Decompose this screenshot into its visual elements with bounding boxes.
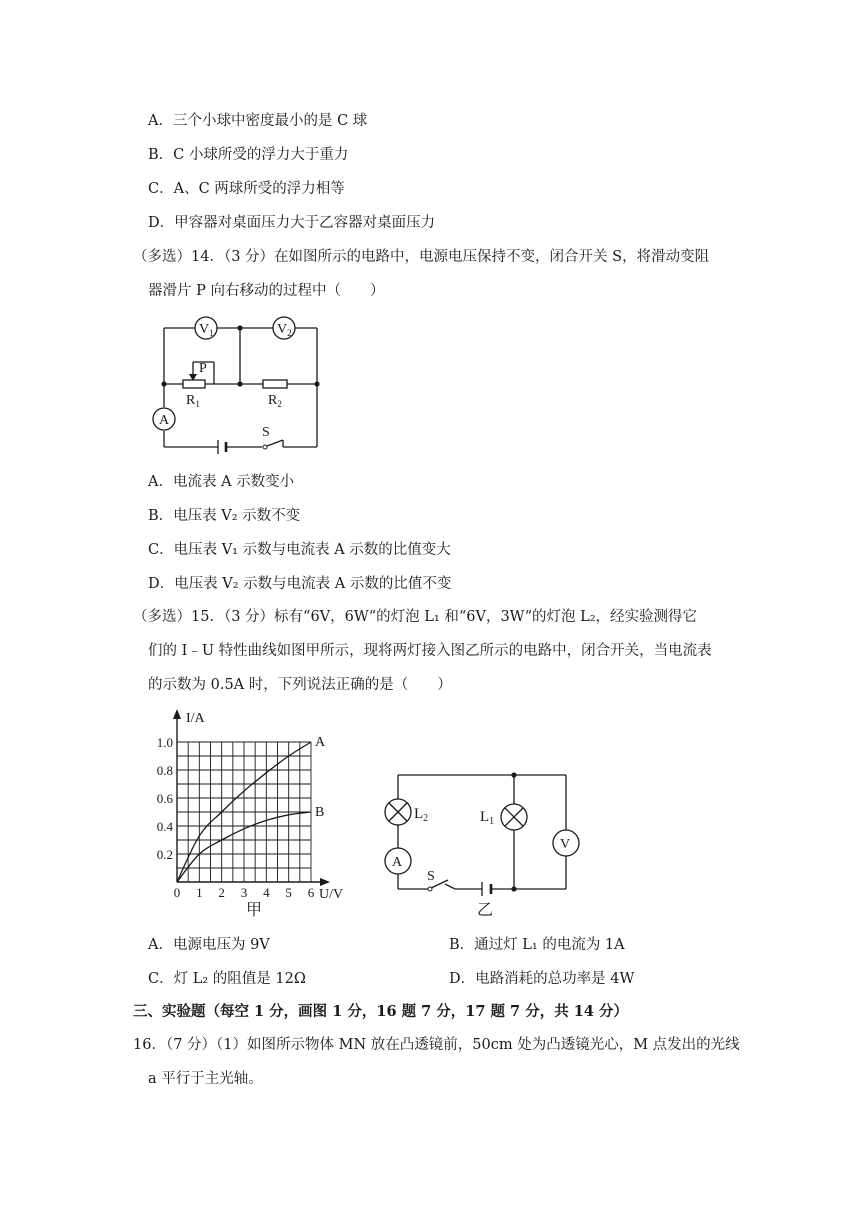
x-tick-label: 2 (218, 885, 225, 900)
svg-text:V2: $V_2$ (277, 322, 292, 338)
y-axis-label: I/A (186, 711, 205, 726)
y-tick-label: 1.0 (156, 735, 173, 750)
graph-caption: 甲 (246, 900, 263, 919)
q15-l2-label: L (414, 806, 424, 822)
y-tick-label: 0.8 (156, 763, 173, 778)
q14-slider-label: P (199, 361, 207, 376)
x-tick-label: 3 (240, 885, 248, 900)
section-3-title: 三、实验题（每空 1 分，画图 1 分，16 题 7 分，17 题 7 分，共 14 分） (133, 1003, 628, 1020)
q15-stem-line3: 的示数为 0.5A 时，下列说法正确的是（ ） (148, 677, 452, 693)
q15-l2-lamp (385, 799, 411, 825)
q13-option-a: A．三个小球中密度最小的是 C 球 (148, 113, 368, 129)
q15-ammeter-label: A (392, 855, 403, 870)
q16-stem-line2: a 平行于主光轴。 (148, 1071, 263, 1087)
svg-text:L1: $L_1$ (480, 809, 495, 827)
q14-ammeter-label: A (159, 413, 170, 428)
x-axis-label: U/V (319, 887, 344, 902)
q14-stem-line1: （多选）14．（3 分）在如图所示的电路中，电源电压保持不变，闭合开关 S，将滑动变阻 (133, 249, 710, 265)
q15-l1-lamp (501, 804, 527, 830)
q15-voltmeter-label: V (560, 837, 571, 852)
x-tick-label: 5 (285, 885, 292, 900)
q14-stem-line2: 器滑片 P 向右移动的过程中（ ） (148, 283, 385, 299)
q14-switch-label: S (262, 425, 270, 440)
q14-v2-label: V (277, 322, 288, 337)
x-tick-label: 4 (263, 885, 270, 900)
q14-option-d: D．电压表 V₂ 示数与电流表 A 示数的比值不变 (148, 576, 452, 592)
q14-v1-label: V (199, 322, 210, 337)
q15-option-a: A．电源电压为 9V (148, 937, 270, 953)
q13-option-d: D．甲容器对桌面压力大于乙容器对桌面压力 (148, 215, 436, 231)
svg-text:V1: $V_1$ (199, 322, 214, 338)
y-tick-label: 0.6 (156, 791, 173, 806)
q15-battery (482, 882, 491, 896)
svg-text:R1: $R_1$ (186, 393, 200, 409)
series-label-B: B (315, 805, 325, 820)
q13-option-c: C．A、C 两球所受的浮力相等 (148, 181, 345, 197)
q14-option-c: C．电压表 V₁ 示数与电流表 A 示数的比值变大 (148, 542, 451, 558)
q15-l1-label: L (480, 809, 490, 825)
svg-text:R2: $R_2$ (268, 393, 282, 409)
q15-switch-label: S (427, 869, 435, 884)
q13-option-b: B．C 小球所受的浮力大于重力 (148, 147, 349, 163)
y-tick-label: 0.2 (156, 847, 173, 862)
series-label-A: A (315, 735, 326, 750)
q14-option-b: B．电压表 V₂ 示数不变 (148, 508, 301, 524)
x-tick-label: 0 (173, 885, 181, 900)
q15-option-b: B．通过灯 L₁ 的电流为 1A (449, 937, 625, 953)
x-tick-label: 6 (307, 885, 315, 900)
q14-r1-label: R (186, 393, 196, 408)
q14-r2-label: R (268, 393, 278, 408)
y-tick-label: 0.4 (156, 819, 173, 834)
svg-text:L2: $L_2$ (414, 806, 429, 824)
q16-stem-line1: 16．（7 分）（1）如图所示物体 MN 放在凸透镜前，50cm 处为凸透镜光心，M 点发出的光线 (133, 1037, 740, 1053)
q15-stem-line2: 们的 I﹣U 特性曲线如图甲所示，现将两灯接入图乙所示的电路中，闭合开关，当电流表 (148, 643, 712, 659)
x-tick-label: 1 (196, 885, 203, 900)
q15-option-c: C．灯 L₂ 的阻值是 12Ω (148, 971, 306, 987)
circuit-caption: 乙 (477, 900, 494, 919)
q15-stem-line1: （多选）15．（3 分）标有“6V，6W“的灯泡 L₁ 和“6V，3W“的灯泡 L₂，经实验测得它 (133, 609, 698, 625)
q14-option-a: A．电流表 A 示数变小 (148, 474, 295, 490)
q15-option-d: D．电路消耗的总功率是 4W (449, 971, 635, 987)
